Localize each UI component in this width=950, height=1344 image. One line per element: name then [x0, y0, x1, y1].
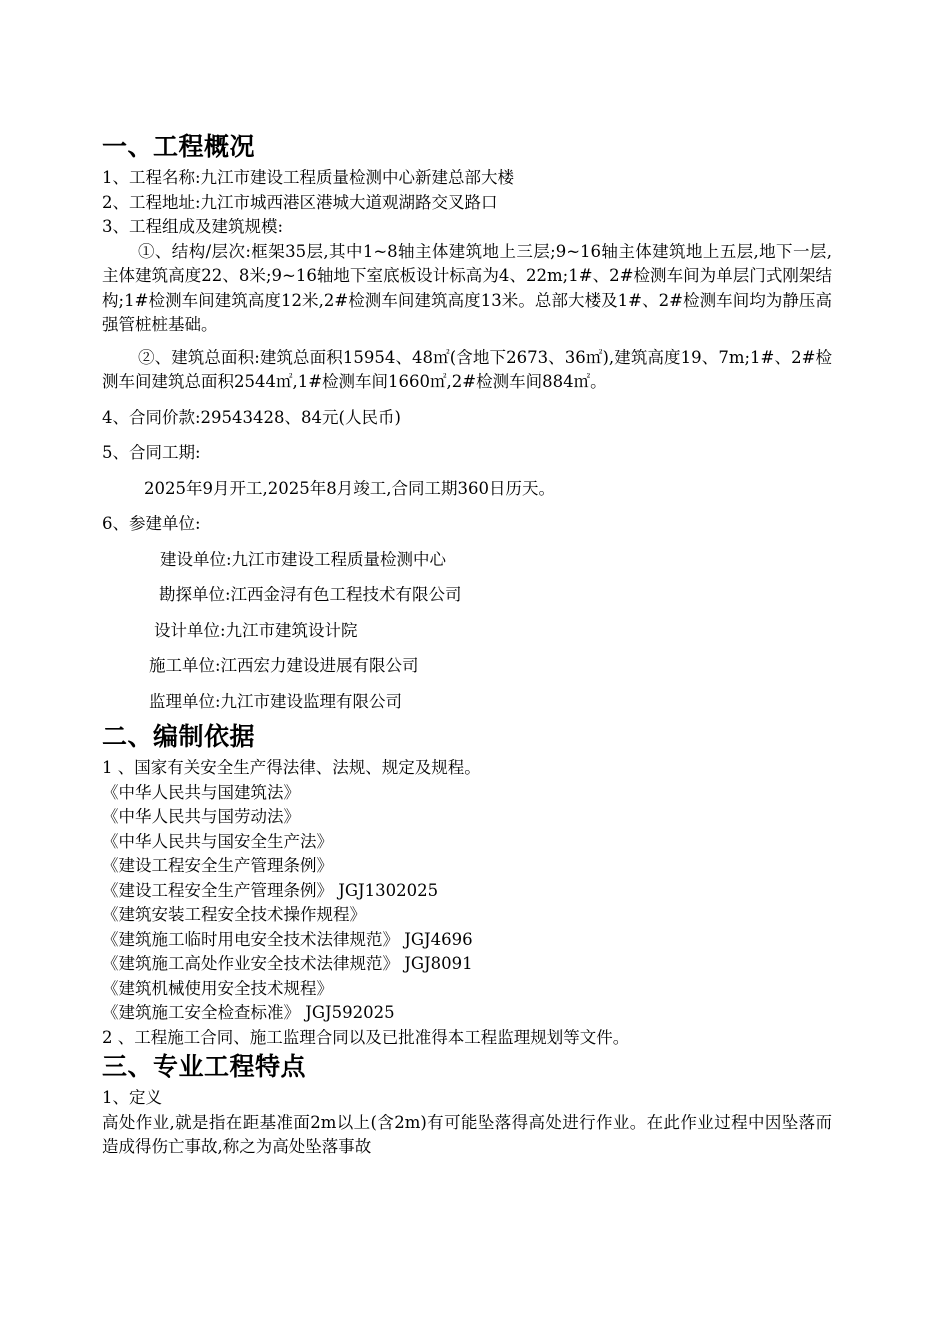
law-item: 《建筑施工高处作业安全技术法律规范》 JGJ8091	[102, 954, 473, 973]
participant-survey: 勘探单位:江西金浔有色工程技术有限公司	[159, 585, 462, 604]
law-item: 《建筑机械使用安全技术规程》	[102, 978, 333, 998]
participant-design: 设计单位:九江市建筑设计院	[154, 620, 358, 640]
participants-heading: 6、参建单位:	[102, 514, 201, 533]
definition-heading: 1、定义	[102, 1088, 162, 1107]
law-item: 《建设工程安全生产管理条例》	[102, 856, 333, 875]
project-scale-heading: 3、工程组成及建筑规模:	[102, 217, 284, 236]
basis-item-1: 1 、国家有关安全生产得法律、法规、规定及规程。	[102, 758, 481, 777]
contract-period-heading: 5、合同工期:	[102, 443, 201, 462]
section-heading-basis: 二、编制依据	[102, 722, 256, 751]
project-name: 1、工程名称:九江市建设工程质量检测中心新建总部大楼	[102, 168, 515, 187]
law-item: 《中华人民共与国安全生产法》	[102, 831, 333, 851]
participant-construction: 施工单位:江西宏力建设进展有限公司	[149, 656, 419, 675]
law-item: 《建筑安装工程安全技术操作规程》	[102, 905, 366, 924]
structure-paragraph: ①、结构/层次:框架35层,其中1~8轴主体建筑地上三层;9~16轴主体建筑地上五层,地下一层,主体建筑高度22、8米;9~16轴地下室底板设计标高为4、22m;1#、2#检测车间为单层门式刚架结构;1#检测车间建筑高度12米,2#检测车间建筑高度13米。总部大楼及1#、2#检测车间均为静压高强管桩桩基础。	[102, 241, 832, 334]
document-page	[102, 132, 832, 1160]
definition-paragraph: 高处作业,就是指在距基准面2m以上(含2m)有可能坠落得高处进行作业。在此作业过程中因坠落而造成得伤亡事故,称之为高处坠落事故	[102, 1112, 832, 1156]
law-item: 《建设工程安全生产管理条例》 JGJ1302025	[102, 880, 439, 900]
project-address: 2、工程地址:九江市城西港区港城大道观湖路交叉路口	[102, 192, 498, 212]
section-heading-features: 三、专业工程特点	[102, 1052, 307, 1081]
participant-owner: 建设单位:九江市建设工程质量检测中心	[160, 549, 447, 569]
section-heading-overview: 一、工程概况	[102, 132, 256, 161]
law-item: 《建筑施工安全检查标准》 JGJ592025	[102, 1003, 395, 1022]
participant-supervision: 监理单位:九江市建设监理有限公司	[149, 691, 403, 711]
law-item: 《建筑施工临时用电安全技术法律规范》 JGJ4696	[102, 929, 473, 949]
area-paragraph: ②、建筑总面积:建筑总面积15954、48㎡(含地下2673、36㎡),建筑高度19、7m;1#、2#检测车间建筑总面积2544㎡,1#检测车间1660㎡,2#检测车间884㎡。	[102, 347, 832, 391]
law-item: 《中华人民共与国劳动法》	[102, 807, 300, 826]
law-item: 《中华人民共与国建筑法》	[102, 782, 300, 802]
contract-period: 2025年9月开工,2025年8月竣工,合同工期360日历天。	[144, 478, 555, 498]
contract-price: 4、合同价款:29543428、84元(人民币)	[102, 407, 401, 427]
basis-item-2: 2 、工程施工合同、施工监理合同以及已批准得本工程监理规划等文件。	[102, 1027, 630, 1047]
